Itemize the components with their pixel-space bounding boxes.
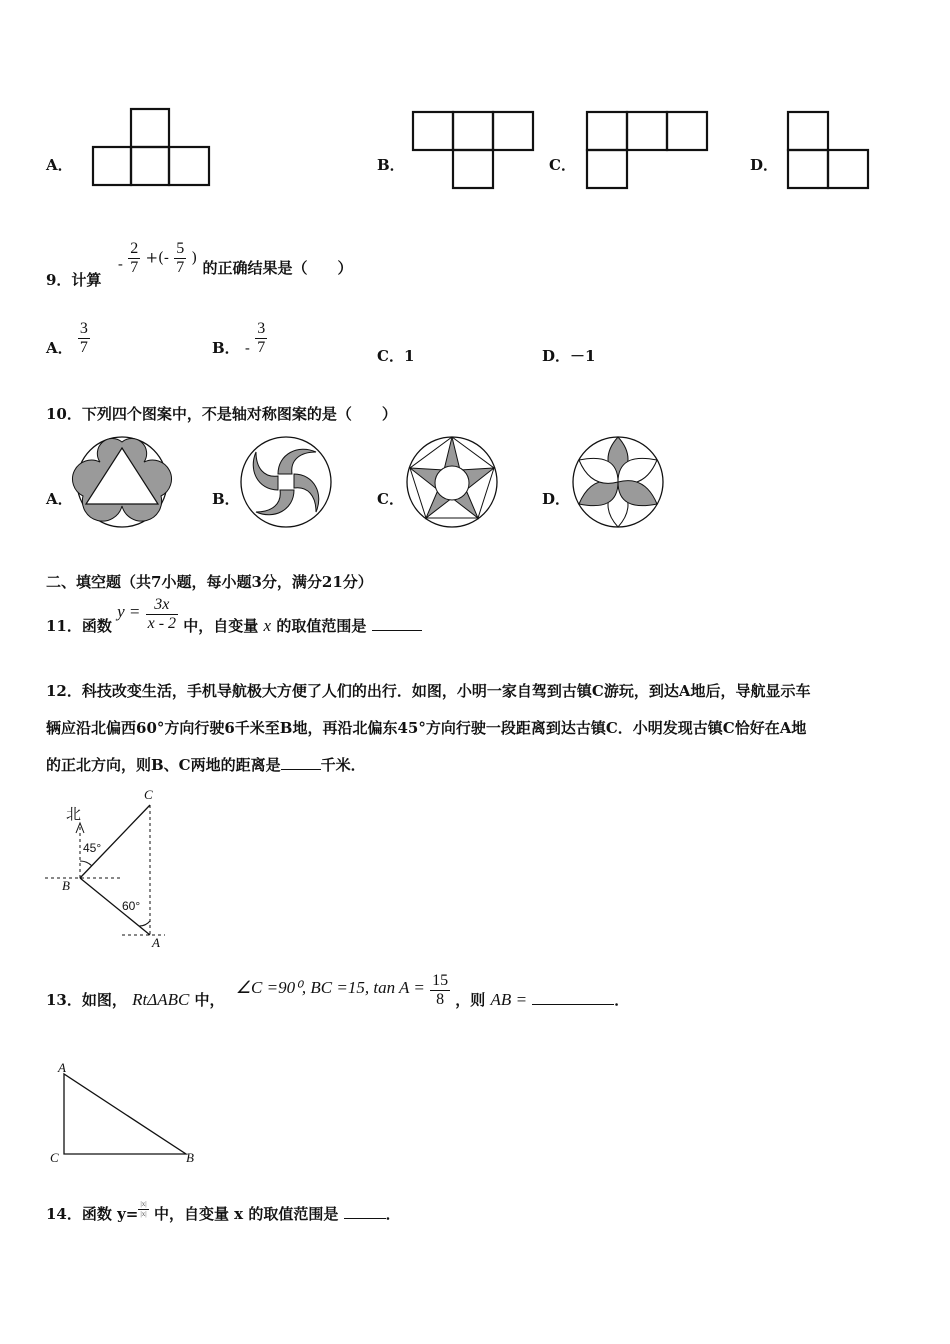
q8-option-a-net bbox=[90, 107, 214, 189]
q14-frac-den: |x| bbox=[140, 1209, 147, 1218]
q11-middle: 中，自变量 bbox=[183, 616, 259, 635]
q13-frac bbox=[430, 972, 450, 1009]
q11-frac bbox=[146, 596, 178, 633]
q13-mid: 中， bbox=[194, 990, 225, 1009]
q9-option-a bbox=[46, 320, 90, 357]
q10-option-a-label: A． bbox=[46, 490, 73, 508]
q11-stem bbox=[46, 596, 422, 633]
q13-stem bbox=[46, 972, 629, 1009]
q13-answer-blank[interactable] bbox=[532, 1004, 614, 1005]
q13-fig-c: C bbox=[50, 1150, 59, 1165]
q9-option-b-minus: - bbox=[244, 338, 250, 357]
q13-triangle-diagram bbox=[46, 1062, 206, 1172]
q9-option-a-den: 7 bbox=[79, 339, 88, 356]
q13-fig-b: B bbox=[186, 1150, 194, 1165]
q9-option-b-num: 3 bbox=[257, 320, 266, 337]
q8-option-d-net bbox=[785, 110, 871, 190]
q14-frac bbox=[138, 1200, 148, 1219]
q12-fig-a: A bbox=[152, 935, 160, 950]
q11-answer-blank[interactable] bbox=[372, 630, 422, 631]
q12-line-3-b: 千米． bbox=[320, 756, 366, 774]
q9-frac-2-num: 5 bbox=[176, 240, 185, 257]
q9-frac-2 bbox=[174, 240, 186, 277]
q10-option-b-label: B． bbox=[212, 490, 240, 508]
q9-option-a-letter: A． bbox=[46, 338, 73, 357]
q10-option-b-figure bbox=[238, 434, 334, 530]
q13-frac-num: 15 bbox=[432, 972, 449, 989]
q11-frac-den: x - 2 bbox=[147, 615, 177, 632]
q12-fig-angle-60: 60° bbox=[122, 899, 141, 913]
q14-frac-num: |x| bbox=[140, 1199, 147, 1208]
q9-option-b bbox=[212, 320, 267, 357]
q13-end: ． bbox=[614, 990, 630, 1009]
q12-fig-b: B bbox=[62, 878, 70, 893]
q13-frac-den: 8 bbox=[436, 991, 445, 1008]
q12-fig-angle-45: 45° bbox=[83, 841, 102, 855]
q10-option-d-label: D． bbox=[542, 490, 571, 508]
q14-answer-blank[interactable] bbox=[344, 1218, 386, 1219]
q9-frac-1-num: 2 bbox=[130, 240, 139, 257]
q10-option-a-figure bbox=[74, 434, 170, 530]
q9-expr-close: ) bbox=[191, 248, 198, 267]
q13-fig-a: A bbox=[58, 1060, 66, 1075]
q14-suffix: 中，自变量 x 的取值范围是 bbox=[153, 1205, 339, 1223]
q9-suffix: 的正确结果是（ ） bbox=[202, 258, 353, 277]
q11-frac-num: 3x bbox=[146, 596, 178, 615]
q13-triangle: RtΔABC bbox=[132, 989, 190, 1009]
q9-option-b-letter: B． bbox=[212, 338, 240, 357]
q12-diagram bbox=[40, 785, 180, 955]
q13-prefix: 13．如图， bbox=[46, 990, 127, 1009]
q8-option-c-label: C． bbox=[549, 156, 576, 174]
q9-frac-1-den: 7 bbox=[130, 259, 139, 276]
q14-end: ． bbox=[385, 1205, 401, 1223]
q9-option-a-frac bbox=[78, 320, 90, 357]
q8-option-a-label: A． bbox=[46, 156, 73, 174]
q13-ab: AB = bbox=[490, 989, 528, 1009]
q8-option-c-net bbox=[584, 110, 710, 190]
q10-stem: 10．下列四个图案中，不是轴对称图案的是（ ） bbox=[46, 405, 397, 423]
q12-line-1: 12．科技改变生活，手机导航极大方便了人们的出行．如图，小明一家自驾到古镇C游玩，到达A地后，导航显示车 bbox=[46, 682, 811, 700]
section-2-heading: 二、填空题（共7小题，每小题3分，满分21分） bbox=[46, 573, 373, 591]
q12-answer-blank[interactable] bbox=[281, 769, 321, 770]
q12-figure bbox=[40, 785, 180, 955]
q9-frac-1 bbox=[128, 240, 140, 277]
q13-condition: ∠C =90⁰, BC =15, tan A = bbox=[235, 977, 425, 997]
q9-expr-minus: - bbox=[117, 254, 123, 273]
q12-fig-c: C bbox=[144, 787, 153, 802]
q8-option-b-net bbox=[410, 110, 536, 190]
q12-line-3-a: 的正北方向，则B、C两地的距离是 bbox=[46, 756, 281, 774]
q8-option-b-label: B． bbox=[377, 156, 405, 174]
q11-y-eq: y = bbox=[117, 601, 141, 621]
q11-var: x bbox=[263, 615, 272, 635]
q9-expr-plus: +(- bbox=[145, 248, 169, 267]
q9-option-b-frac bbox=[255, 320, 267, 357]
q9-stem bbox=[46, 240, 353, 289]
q8-option-d-label: D． bbox=[750, 156, 779, 174]
q9-option-d: D．－1 bbox=[542, 347, 596, 365]
q11-suffix: 的取值范围是 bbox=[276, 616, 367, 635]
q12-fig-north: 北 bbox=[66, 805, 82, 823]
q11-prefix: 11．函数 bbox=[46, 616, 112, 635]
q12-line-2: 辆应沿北偏西60°方向行驶6千米至B地，再沿北偏东45°方向行驶一段距离到达古镇C．小明发现古镇C恰好在A地 bbox=[46, 719, 807, 737]
q9-prefix: 9．计算 bbox=[46, 270, 102, 289]
q13-figure bbox=[46, 1062, 206, 1172]
q9-option-b-den: 7 bbox=[257, 339, 266, 356]
q9-frac-2-den: 7 bbox=[176, 259, 185, 276]
q12-line-3 bbox=[46, 754, 366, 775]
q9-option-c: C．1 bbox=[377, 347, 415, 365]
q10-option-c-figure bbox=[404, 434, 500, 530]
q13-then: ，则 bbox=[455, 990, 486, 1009]
q9-option-a-num: 3 bbox=[79, 320, 88, 337]
q14-stem bbox=[46, 1197, 401, 1223]
q10-option-d-figure bbox=[570, 434, 666, 530]
q10-option-c-label: C． bbox=[377, 490, 404, 508]
q14-prefix: 14．函数 y= bbox=[46, 1205, 139, 1223]
